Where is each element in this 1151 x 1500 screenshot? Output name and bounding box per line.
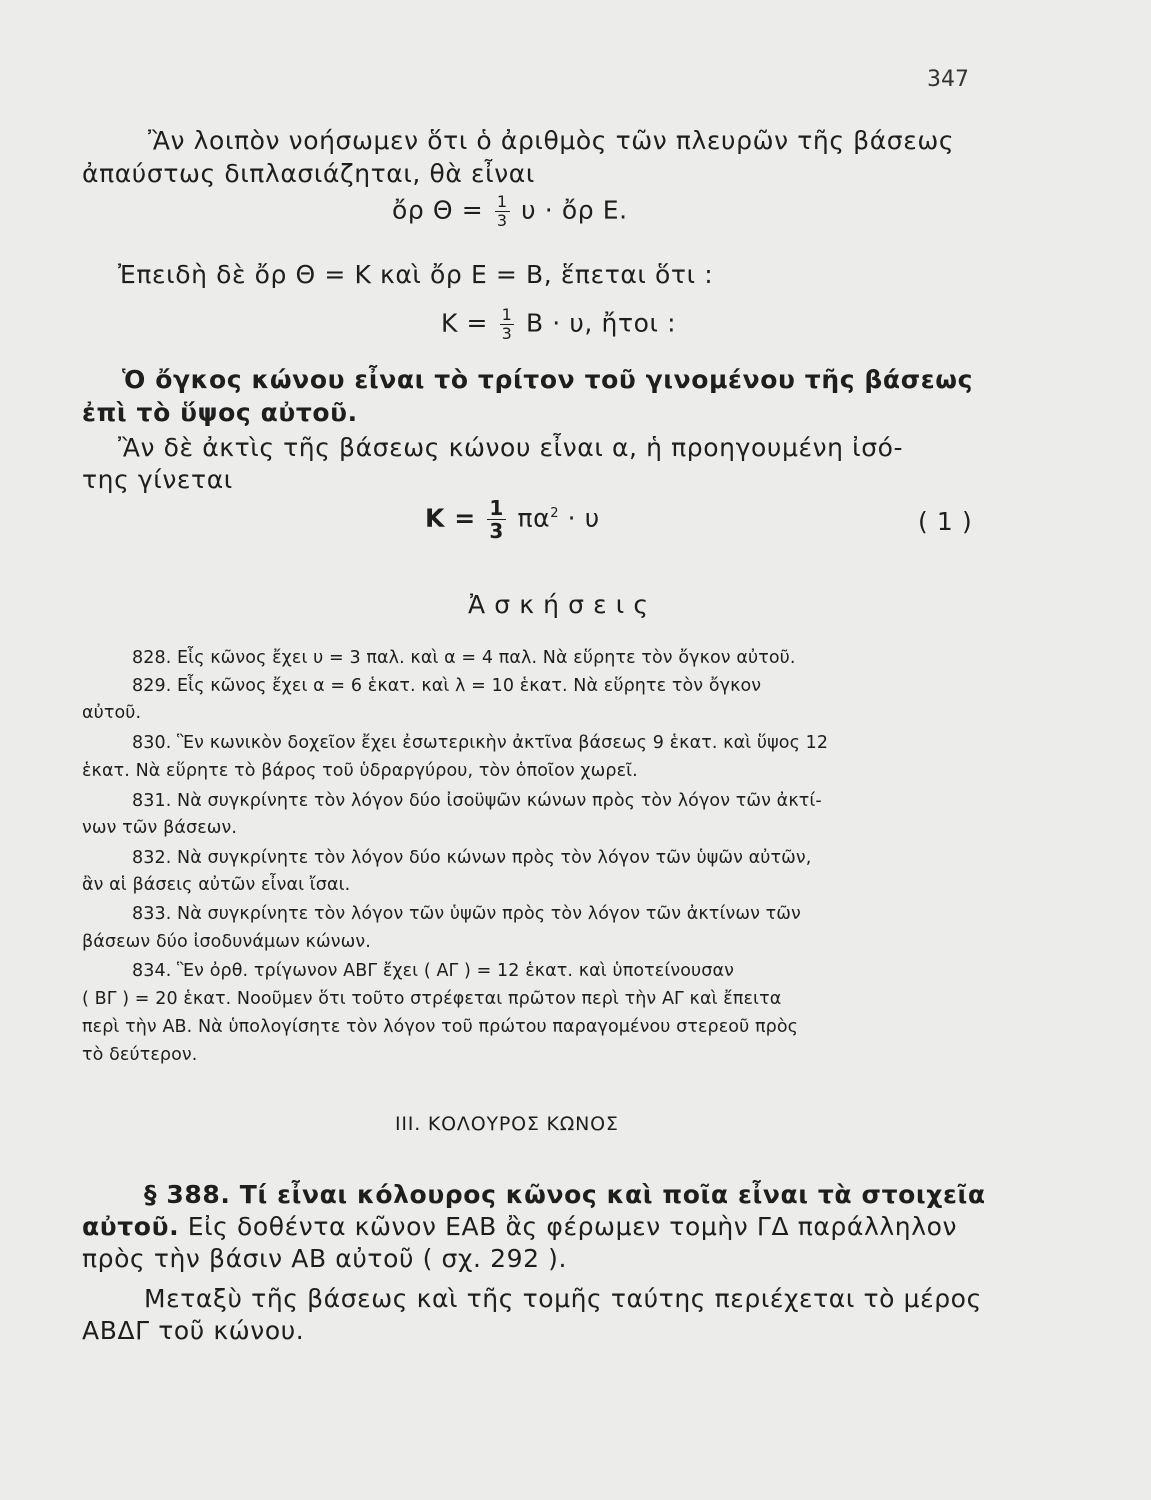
equation-limit-theta [392, 193, 628, 230]
exercise-832-line1: 832. Νὰ συγκρίνητε τὸν λόγον δύο κώνων πρὸς τὸν λόγον τῶν ὑψῶν αὐτῶν, [132, 848, 812, 868]
section-heading: III. ΚΟΛΟΥΡΟΣ ΚΩΝΟΣ [395, 1113, 619, 1135]
equation-label: ( 1 ) [918, 507, 973, 536]
sec388-line5: ΑΒΔΓ τοῦ κώνου. [82, 1316, 305, 1345]
eq2-fraction [500, 306, 515, 343]
para2-line: Ἐπειδὴ δὲ ὄρ Θ = Κ καὶ ὄρ Ε = Β, ἕπεται ὅτι : [118, 260, 714, 289]
eq3-denominator: 3 [489, 519, 504, 543]
exercise-829-line1: 829. Εἷς κῶνος ἔχει α = 6 ἑκατ. καὶ λ = 10 ἑκατ. Νὰ εὕρητε τὸν ὄγκον [132, 676, 762, 696]
eq3-left: Κ = [425, 503, 476, 533]
eq2-denominator: 3 [501, 324, 513, 343]
exercise-830-line2: ἑκατ. Νὰ εὕρητε τὸ βάρος τοῦ ὑδραργύρου, τὸν ὁποῖον χωρεῖ. [82, 761, 638, 781]
theorem-line1: Ὁ ὄγκος κώνου εἶναι τὸ τρίτον τοῦ γινομένου τῆς βάσεως [122, 365, 974, 394]
eq3-right-b: · υ [559, 503, 600, 533]
para1-line1: Ἂν λοιπὸν νοήσωμεν ὅτι ὁ ἀριθμὸς τῶν πλευρῶν τῆς βάσεως [148, 126, 955, 155]
eq1-numerator: 1 [496, 192, 508, 211]
sec388-line4: Μεταξὺ τῆς βάσεως καὶ τῆς τομῆς ταύτης περιέχεται τὸ μέρος [144, 1284, 982, 1313]
sec388-title: § 388. Τί εἶναι κόλουρος κῶνος καὶ ποῖα εἶναι τὰ στοιχεῖα [144, 1180, 986, 1209]
exercise-833-line2: βάσεων δύο ἰσοδυνάμων κώνων. [82, 932, 371, 952]
eq2-right: Β · υ, ἤτοι : [525, 308, 677, 338]
eq3-fraction [487, 497, 506, 542]
exercise-832-line2: ἂν αἱ βάσεις αὐτῶν εἶναι ἴσαι. [82, 875, 351, 895]
eq2-left: Κ = [441, 308, 489, 338]
eq3-right-a: πα [517, 503, 551, 533]
exercise-834-line1: 834. Ἓν ὀρθ. τρίγωνον ΑΒΓ ἔχει ( ΑΓ ) = 12 ἑκατ. καὶ ὑποτείνουσαν [132, 961, 734, 981]
equation-volume-radius [425, 497, 600, 542]
exercise-834-line3: περὶ τὴν ΑΒ. Νὰ ὑπολογίσητε τὸν λόγον τοῦ πρώτου παραγομένου στερεοῦ πρὸς [82, 1017, 799, 1037]
eq1-denominator: 3 [496, 211, 508, 230]
eq3-exponent: 2 [550, 506, 560, 522]
eq1-right: υ · ὄρ Ε. [521, 195, 628, 225]
exercise-833-line1: 833. Νὰ συγκρίνητε τὸν λόγον τῶν ὑψῶν πρὸς τὸν λόγον τῶν ἀκτίνων τῶν [132, 904, 801, 924]
para3-line1: Ἂν δὲ ἀκτὶς τῆς βάσεως κώνου εἶναι α, ἡ προηγουμένη ἰσό- [118, 433, 904, 462]
eq1-left: ὄρ Θ = [392, 195, 484, 225]
sec388-line2-bold: αὐτοῦ. [82, 1212, 180, 1241]
sec388-line2 [82, 1212, 957, 1241]
exercise-834-line2: ( ΒΓ ) = 20 ἑκατ. Νοοῦμεν ὅτι τοῦτο στρέφεται πρῶτον περὶ τὴν ΑΓ καὶ ἔπειτα [82, 989, 782, 1009]
para1-line2: ἀπαύστως διπλασιάζηται, θὰ εἶναι [82, 159, 535, 188]
eq2-numerator: 1 [501, 305, 513, 324]
eq3-numerator: 1 [489, 496, 504, 520]
theorem-line2: ἐπὶ τὸ ὕψος αὐτοῦ. [82, 398, 358, 427]
exercise-831-line2: νων τῶν βάσεων. [82, 818, 238, 838]
equation-volume-basic [441, 306, 676, 343]
exercises-title: Ἀ σ κ ή σ ε ι ς [468, 590, 649, 619]
exercise-830-line1: 830. Ἓν κωνικὸν δοχεῖον ἔχει ἐσωτερικὴν ἀκτῖνα βάσεως 9 ἑκατ. καὶ ὕψος 12 [132, 733, 829, 753]
exercise-828: 828. Εἷς κῶνος ἔχει υ = 3 παλ. καὶ α = 4 παλ. Νὰ εὕρητε τὸν ὄγκον αὐτοῦ. [132, 648, 796, 668]
sec388-line3: πρὸς τὴν βάσιν ΑΒ αὐτοῦ ( σχ. 292 ). [82, 1244, 568, 1273]
page-number: 347 [927, 67, 969, 92]
sec388-line2-rest: Εἰς δοθέντα κῶνον ΕΑΒ ἂς φέρωμεν τομὴν ΓΔ παράλληλον [179, 1212, 958, 1241]
para3-line2: της γίνεται [82, 465, 233, 494]
eq1-fraction [495, 193, 510, 230]
exercise-831-line1: 831. Νὰ συγκρίνητε τὸν λόγον δύο ἰσοϋψῶν κώνων πρὸς τὸν λόγον τῶν ἀκτί- [132, 791, 822, 811]
exercise-834-line4: τὸ δεύτερον. [82, 1045, 198, 1065]
exercise-829-line2: αὐτοῦ. [82, 703, 142, 723]
